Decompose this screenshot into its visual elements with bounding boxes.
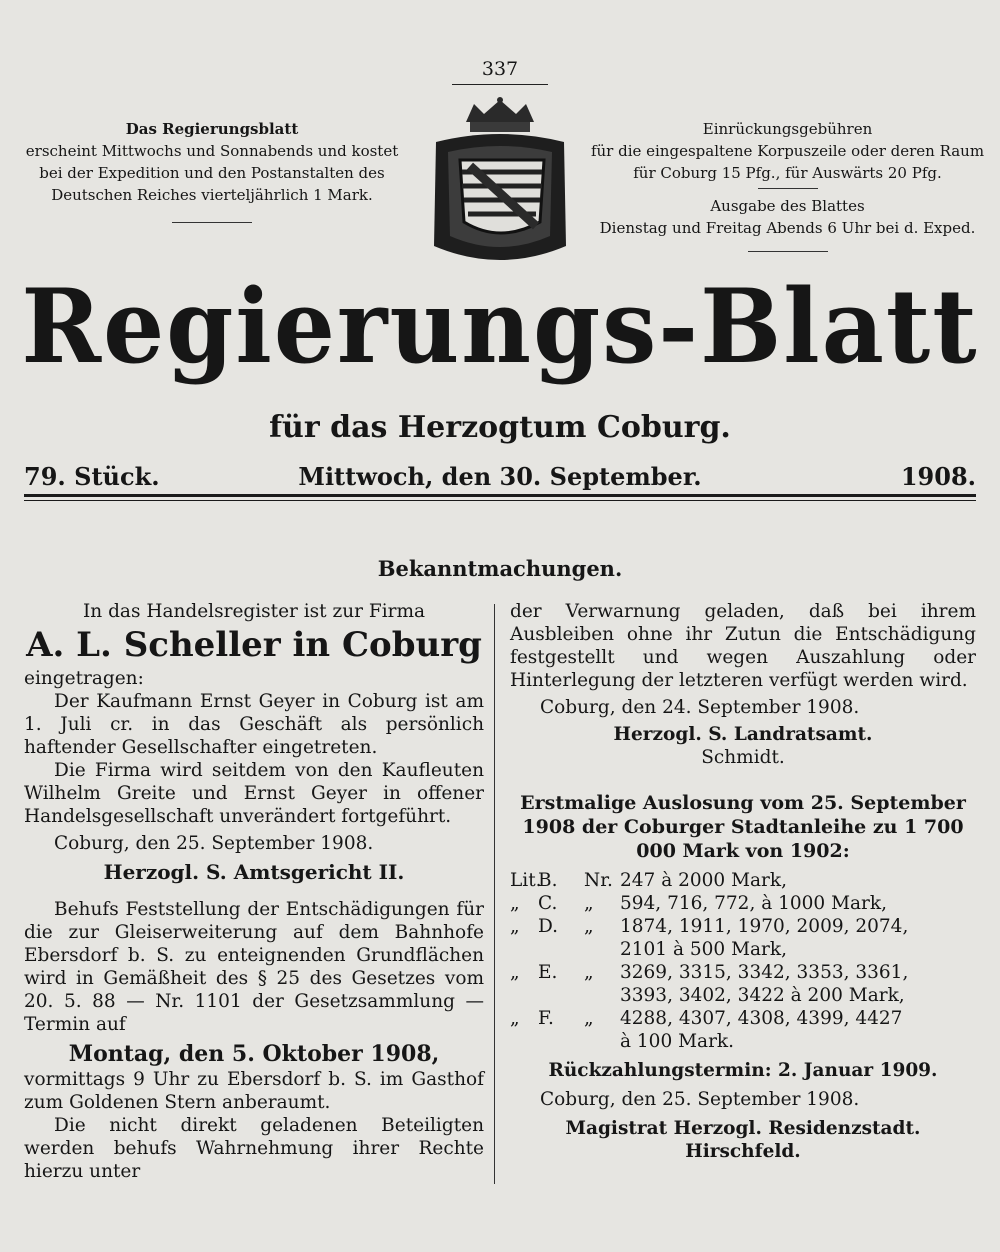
fees-line-2: für Coburg 15 Pfg., für Auswärts 20 Pfg. (633, 164, 942, 182)
column-divider (494, 604, 495, 1184)
landrat-signature: Schmidt. (701, 747, 785, 768)
register-paragraph-1: Der Kaufmann Ernst Geyer in Coburg ist am 1. Juli cr. in das Geschäft als persönlich haftender Gesellschafter eingetreten. (24, 691, 484, 758)
lottery-list (510, 869, 976, 1053)
lot-nr: Nr. (584, 870, 613, 891)
lot-prefix: „ (510, 893, 520, 914)
lot-numbers: 4288, 4307, 4308, 4399, 4427 (620, 1008, 903, 1029)
hearing-date: Montag, den 5. Oktober 1908, (68, 1041, 440, 1067)
subscription-line-2: erscheint Mittwochs und Sonnabends und kostet (25, 142, 399, 160)
page-number-rule (452, 84, 548, 85)
lot-nr: „ (584, 1008, 594, 1029)
issue-date: Mittwoch, den 30. September. (298, 462, 702, 491)
issue-rule (748, 251, 828, 252)
lot-letter: B. (538, 870, 558, 891)
fees-notice (585, 118, 990, 252)
lot-letter (538, 984, 564, 1007)
issue-number: 79. Stück. (24, 462, 160, 491)
register-paragraph-2: Die Firma wird seitdem von den Kaufleuten Wilhelm Greite und Ernst Geyer in offener Handelsgesellschaft unverändert fortgeführt. (24, 760, 484, 827)
fees-title: Einrückungsgebühren (702, 120, 873, 138)
court-authority: Herzogl. S. Amtsgericht II. (103, 860, 405, 884)
masthead-title: Regierungs-Blatt (21, 266, 979, 387)
register-place-date: Coburg, den 25. September 1908. (54, 833, 374, 854)
lot-letter (538, 938, 564, 961)
lot-numbers: 594, 716, 772, à 1000 Mark, (620, 893, 887, 914)
dateline-rule-thick (24, 494, 976, 497)
lottery-title: Erstmalige Auslosung vom 25. September 1908 der Coburger Stadtanleihe zu 1 700 000 Mark von 1902: (520, 792, 966, 862)
repayment-date: Rückzahlungstermin: 2. Januar 1909. (548, 1060, 938, 1081)
lot-prefix (510, 984, 538, 1007)
landrat-authority: Herzogl. S. Landratsamt. (613, 724, 873, 745)
lot-numbers: 1874, 1911, 1970, 2009, 2074, (620, 916, 909, 937)
fees-rule (758, 188, 818, 189)
summons-paragraph: Die nicht direkt geladenen Beteiligten werden behufs Wahrnehmung ihrer Rechte hierzu unter (24, 1115, 484, 1182)
magistrat-place-date: Coburg, den 25. September 1908. (540, 1089, 860, 1110)
landrat-place-date: Coburg, den 24. September 1908. (540, 697, 860, 718)
lot-numbers: à 100 Mark. (620, 1031, 735, 1052)
lot-prefix (510, 1030, 538, 1053)
dateline (24, 462, 976, 496)
lot-numbers: 2101 à 500 Mark, (620, 939, 787, 960)
masthead-subtitle: für das Herzogtum Coburg. (269, 410, 731, 445)
firm-name: A. L. Scheller in Coburg (26, 625, 482, 665)
hearing-location: vormittags 9 Uhr zu Ebersdorf b. S. im Gasthof zum Goldenen Stern anberaumt. (24, 1069, 484, 1113)
subscription-line-1: Das Regierungsblatt (125, 120, 299, 138)
subscription-line-3: bei der Expedition und den Postanstalten des (39, 164, 385, 182)
lot-letter: C. (538, 893, 558, 914)
section-title: Bekanntmachungen. (377, 556, 623, 581)
issue-title: Ausgabe des Blattes (710, 197, 865, 215)
lot-numbers: 3393, 3402, 3422 à 200 Mark, (620, 985, 905, 1006)
subscription-line-4: Deutschen Reiches vierteljährlich 1 Mark. (51, 186, 373, 204)
magistrat-authority: Magistrat Herzogl. Residenzstadt. (565, 1118, 921, 1139)
lot-letter (538, 1030, 564, 1053)
dateline-rule-thin (24, 500, 976, 501)
lot-nr: „ (584, 962, 594, 983)
issue-year: 1908. (900, 462, 976, 491)
subscription-notice (22, 118, 402, 223)
lot-prefix: „ (510, 916, 520, 937)
register-intro: In das Handelsregister ist zur Firma (82, 601, 426, 622)
magistrat-signature: Hirschfeld. (685, 1141, 801, 1162)
lot-letter: D. (538, 916, 559, 937)
lot-letter: F. (538, 1008, 554, 1029)
lot-nr (584, 1030, 614, 1053)
lot-nr (584, 984, 614, 1007)
lot-prefix: „ (510, 962, 520, 983)
lot-letter: E. (538, 962, 558, 983)
lot-numbers: 3269, 3315, 3342, 3353, 3361, (620, 962, 909, 983)
subscription-rule (172, 222, 252, 223)
lot-prefix: Lit. (510, 870, 542, 891)
lot-nr (584, 938, 614, 961)
summons-continuation: der Verwarnung geladen, daß bei ihrem Ausbleiben ohne ihr Zutun die Entschädigung festgestellt und wegen Auszahlung oder Hinterlegung der letzteren verfügt werden wird. (510, 601, 976, 691)
page-number: 337 (481, 58, 519, 80)
lot-prefix (510, 938, 538, 961)
register-entered: eingetragen: (24, 668, 144, 689)
lot-numbers: 247 à 2000 Mark, (620, 870, 787, 891)
ducal-coat-of-arms-icon (426, 96, 574, 270)
issue-line: Dienstag und Freitag Abends 6 Uhr bei d. Exped. (599, 219, 976, 237)
fees-line-1: für die eingespaltene Korpuszeile oder deren Raum (590, 142, 985, 160)
lot-nr: „ (584, 916, 594, 937)
left-column (24, 600, 484, 1183)
lot-prefix: „ (510, 1008, 520, 1029)
lot-nr: „ (584, 893, 594, 914)
right-column (510, 600, 976, 1163)
expropriation-paragraph: Behufs Feststellung der Entschädigungen für die zur Gleiserweiterung auf dem Bahnhofe Ebersdorf b. S. zu enteignenden Grundflächen wird in Gemäßheit des § 25 des Gesetzes vom 20. 5. 88 — Nr. 1101 der Gesetzsammlung — Termin auf (24, 899, 484, 1035)
